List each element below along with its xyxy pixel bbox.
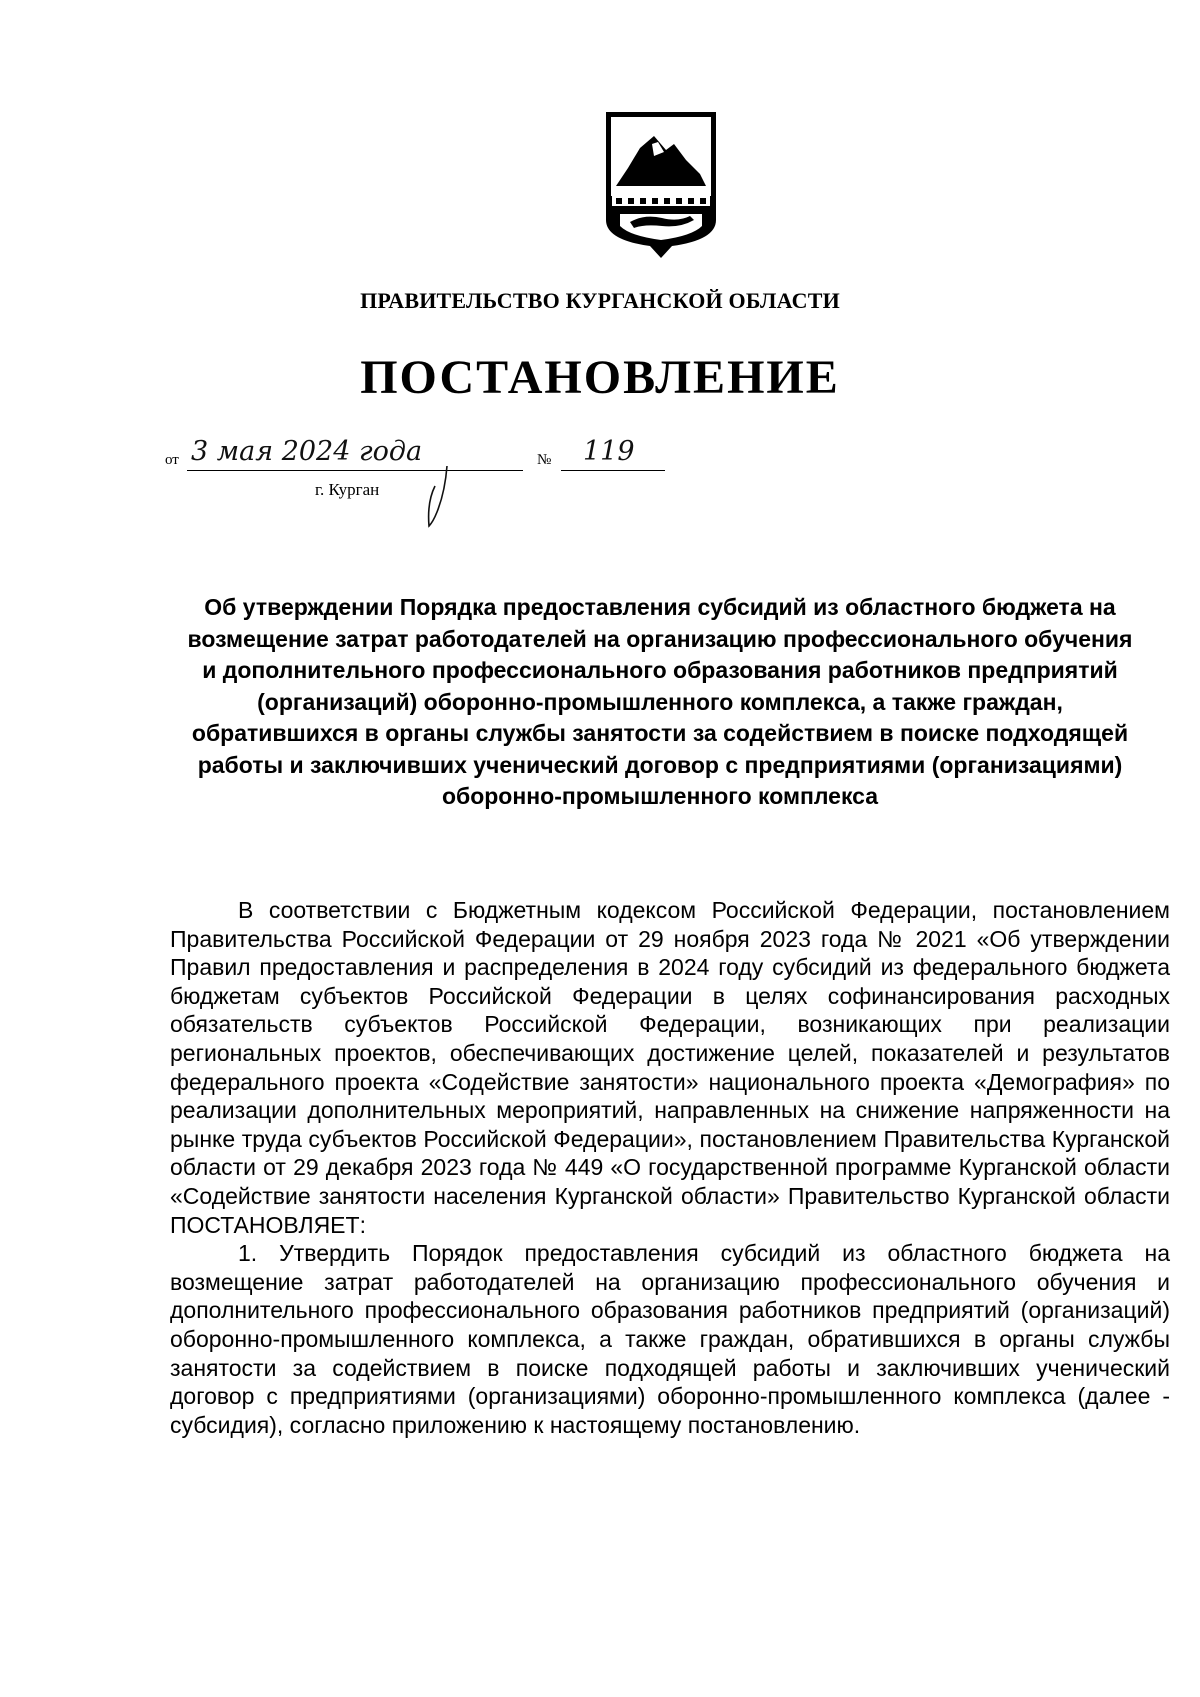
date-prefix: от — [165, 452, 179, 468]
document-title: Об утверждении Порядка предоставления субсидий из областного бюджета на возмещение затрат работодателей на организацию профессионального обучения и дополнительного профессионального образования работников предприятий (организаций) оборонно-промышленного комплекса, а также граждан, обратившихся в органы службы занятости за содействием в поиске подходящей работы и заключивших ученический договор с предприятиями (организациями) оборонно-промышленного комплекса — [187, 594, 1133, 809]
document-type: ПОСТАНОВЛЕНИЕ — [360, 351, 840, 404]
issue-details — [165, 436, 685, 530]
issue-city: г. Курган — [315, 480, 380, 499]
signature-stroke — [415, 462, 455, 530]
issue-number: 119 — [583, 436, 635, 467]
number-prefix: № — [537, 452, 552, 468]
date-underline — [187, 470, 523, 471]
item-1-paragraph: 1. Утвердить Порядок предоставления субсидий из областного бюджета на возмещение затрат работодателей на организацию профессионального обучения и дополнительного профессионального образования работников предприятий (организаций) оборонно-промышленного комплекса, а также граждан, обратившихся в органы службы занятости за содействием в поиске подходящей работы и заключивших ученический договор с предприятиями (организациями) оборонно-промышленного комплекса (далее - субсидия), согласно приложению к настоящему постановлению. — [170, 1240, 1170, 1438]
kurgan-oblast-coat-of-arms-icon — [602, 108, 720, 260]
issue-date: 3 мая 2024 года — [191, 436, 423, 467]
preamble-paragraph: В соответствии с Бюджетным кодексом Российской Федерации, постановлением Правительства Российской Федерации от 29 ноября 2023 года № 2021 «Об утверждении Правил предоставления и распределения в 2024 году субсидий из федерального бюджета бюджетам субъектов Российской Федерации в целях софинансирования расходных обязательств субъектов Российской Федерации, возникающих при реализации региональных проектов, обеспечивающих достижение целей, показателей и результатов федерального проекта «Содействие занятости» национального проекта «Демография» по реализации дополнительных мероприятий, направленных на снижение напряженности на рынке труда субъектов Российской Федерации», постановлением Правительства Курганской области от 29 декабря 2023 года № 449 «О государственной программе Курганской области «Содействие занятости населения Курганской области» Правительство Курганской области ПОСТАНОВЛЯЕТ: — [170, 897, 1170, 1238]
number-underline — [561, 470, 665, 471]
organization-name: ПРАВИТЕЛЬСТВО КУРГАНСКОЙ ОБЛАСТИ — [360, 288, 840, 313]
document-body — [170, 896, 1170, 1439]
